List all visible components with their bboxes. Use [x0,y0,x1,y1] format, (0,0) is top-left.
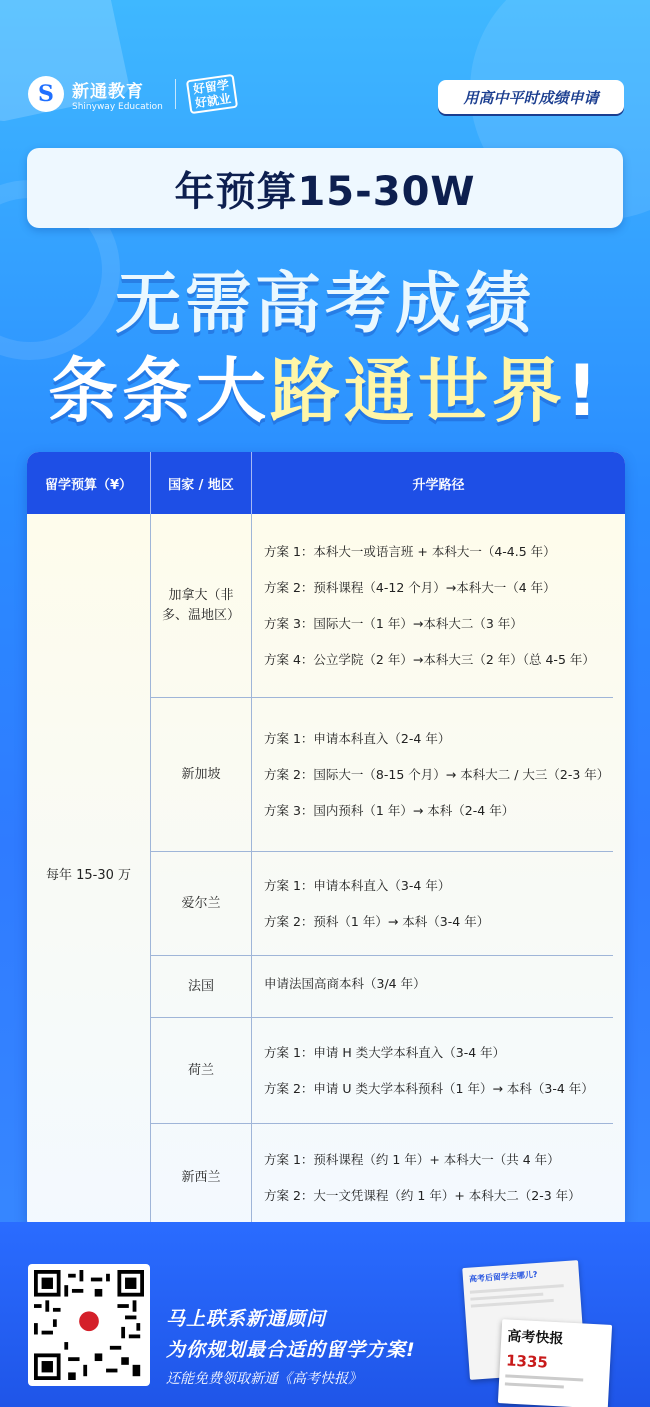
brand-header [28,74,236,114]
path-item: 方案 2：大一文凭课程（约 1 年）+ 本科大二（2-3 年） [264,1188,581,1203]
path-item: 申请法国高商本科（3/4 年） [264,975,426,991]
table-row-netherlands [151,1018,613,1124]
path-item: 方案 1：申请本科直入（3-4 年） [264,877,451,893]
country-cell: 荷兰 [151,1018,252,1123]
table-row-singapore [151,698,613,852]
headline-line2-white: 条条大 [48,350,271,432]
budget-cell: 每年 15-30 万 [27,514,151,1232]
path-item: 方案 3：国际大一（1 年）→本科大二（3 年） [264,615,523,631]
path-item: 方案 1：本科大一或语言班 + 本科大一（4-4.5 年） [264,543,556,559]
sub-logo-line2: 好就业 [194,91,232,111]
header-budget: 留学预算（¥） [27,452,151,514]
paths-cell [252,698,613,851]
path-item: 方案 1：申请 H 类大学本科直入（3-4 年） [264,1044,506,1060]
headline-line2-end: ! [566,350,602,432]
footer-cta [166,1304,416,1388]
headline-line2 [0,335,650,436]
table-row-new-zealand [151,1124,613,1232]
slogan-tag: 用高中平时成绩申请 [438,80,624,114]
brand-name-cn: 新通教育 [72,81,144,102]
country-cell: 法国 [151,956,252,1017]
paths-cell [252,1124,613,1232]
logo-divider [175,79,176,109]
paths-cell [252,1018,613,1123]
headline-line1: 无需高考成绩 [115,265,535,342]
paper-front-number: 1335 [505,1351,549,1372]
table-row-ireland [151,852,613,956]
paper-front-title: 高考快报 [506,1328,564,1348]
budget-title-box [27,148,623,228]
sub-logo-line1: 好留学 [192,77,230,97]
brand-name-en: Shinyway Education [72,101,163,112]
brand-name [72,77,163,112]
path-item: 方案 2：预科（1 年）→ 本科（3-4 年） [264,913,490,929]
budget-title: 年预算15-30W [174,168,476,215]
paper-back-title: 高考后留学去哪儿? [468,1269,538,1284]
newspaper-front [498,1319,612,1407]
path-item: 方案 3：国内预科（1 年）→ 本科（2-4 年） [264,802,515,818]
path-item: 方案 2：预科课程（4-12 个月）→本科大一（4 年） [264,579,556,595]
path-item: 方案 1：预科课程（约 1 年）+ 本科大一（共 4 年） [264,1152,560,1167]
headline-line2-yellow: 路通世界 [270,350,567,432]
newspaper-image [466,1264,606,1404]
paths-cell [252,852,613,955]
header-path: 升学路径 [412,477,465,493]
footer-line1: 马上联系新通顾问 [166,1308,327,1330]
footer-line2: 为你规划最合适的留学方案! [166,1339,416,1361]
table-header [27,452,625,514]
shinyway-logo-icon: S [28,76,64,112]
country-cell: 新西兰 [151,1124,252,1232]
country-cell: 新加坡 [151,698,252,851]
qr-code[interactable] [28,1264,150,1386]
study-path-table [27,452,625,1232]
footer-line3: 还能免费领取新通《高考快报》 [166,1371,362,1387]
header-country: 国家 / 地区 [151,452,252,514]
path-item: 方案 2：国际大一（8-15 个月）→ 本科大二 / 大三（2-3 年） [264,766,610,782]
path-item: 方案 1：申请本科直入（2-4 年） [264,730,451,746]
paths-cell [252,514,613,697]
path-item: 方案 2：申请 U 类大学本科预科（1 年）→ 本科（3-4 年） [264,1080,594,1096]
paths-cell [252,956,613,1017]
path-item: 方案 4：公立学院（2 年）→本科大三（2 年）（总 4-5 年） [264,651,595,667]
qr-code-icon [34,1270,144,1380]
country-cell: 爱尔兰 [151,852,252,955]
table-row-canada [151,514,613,698]
sub-brand-logo [186,74,238,114]
table-row-france [151,956,613,1018]
country-cell: 加拿大（非多、温地区） [151,514,252,697]
table-rows [151,514,613,1232]
